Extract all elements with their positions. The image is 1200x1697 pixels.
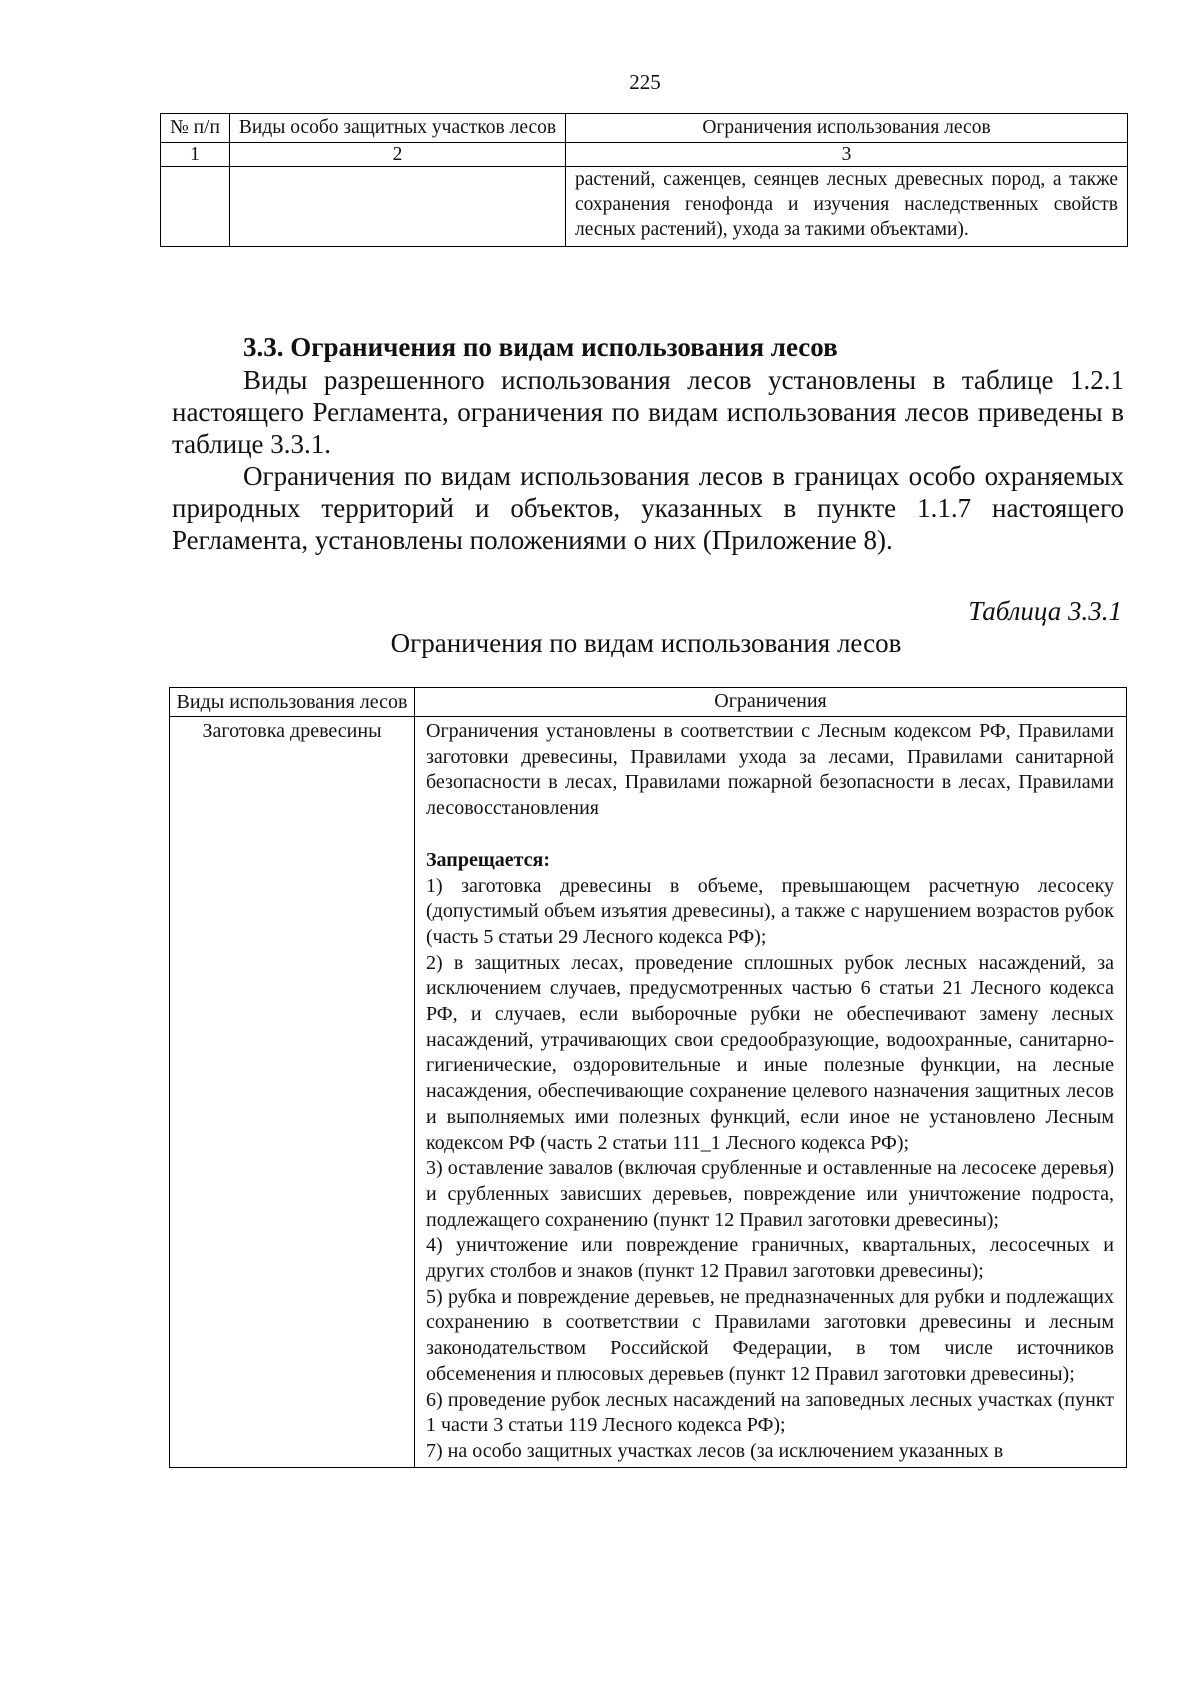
column-number: 1 <box>161 143 230 167</box>
table-header-row <box>161 114 1128 143</box>
column-header-number: № п/п <box>161 114 230 143</box>
section-heading: 3.3. Ограничения по видам использования лесов <box>243 332 838 362</box>
restrictions-intro: Ограничения установлены в соответствии с Лесным кодексом РФ, Правилами заготовки древесины, Правилами ухода за лесами, Правилами санитарной безопасности в лесах, Правилами пожарной безопасности в лесах, Правилами лесовосстановления <box>426 720 1114 820</box>
forbidden-label: Запрещается: <box>426 848 551 871</box>
column-header-restrictions: Ограничения использования лесов <box>566 114 1128 143</box>
row-area-type-cell <box>230 167 566 247</box>
restriction-item: 5) рубка и повреждение деревьев, не предназначенных для рубки и подлежащих сохранению в соответствии с Правилами заготовки древесины и лесным законодательством Российской Федерации, в том числе источников обсеменения и плюсовых деревьев (пункт 12 Правил заготовки древесины); <box>426 1285 1114 1385</box>
protective-areas-table <box>160 113 1128 247</box>
section-paragraph: Ограничения по видам использования лесов в границах особо охраняемых природных территорий и объектов, указанных в пункте 1.1.7 настоящего Регламента, установлены положениями о них (Приложение 8). <box>172 461 1124 555</box>
table-row <box>161 167 1128 247</box>
row-restrictions-cell: растений, саженцев, сеянцев лесных древесных пород, а также сохранения генофонда и изучения наследственных свойств лесных растений), ухода за такими объектами). <box>566 167 1128 247</box>
table-title: Ограничения по видам использования лесов <box>390 628 902 658</box>
page-number: 225 <box>629 70 661 94</box>
column-header-restrictions: Ограничения <box>415 688 1127 717</box>
use-type-cell: Заготовка древесины <box>170 717 415 1468</box>
column-header-use-type: Виды использования лесов <box>170 688 415 717</box>
section-paragraph: Виды разрешенного использования лесов установлены в таблице 1.2.1 настоящего Регламента, ограничения по видам использования лесов приведены в таблице 3.3.1. <box>172 365 1124 459</box>
column-numbers-row <box>161 143 1128 167</box>
restriction-item: 3) оставление завалов (включая срубленные и оставленные на лесосеке деревья) и срубленных зависших деревьев, повреждение или уничтожение подроста, подлежащего сохранению (пункт 12 Правил заготовки древесины); <box>426 1157 1114 1231</box>
forest-use-restrictions-table <box>169 687 1127 1468</box>
column-number: 2 <box>230 143 566 167</box>
section-3-3 <box>172 330 1124 556</box>
restrictions-cell <box>415 717 1127 1468</box>
table-caption: Таблица 3.3.1 <box>968 596 1122 626</box>
restriction-item: 4) уничтожение или повреждение граничных, квартальных, лесосечных и других столбов и знаков (пункт 12 Правил заготовки древесины); <box>426 1234 1114 1283</box>
restriction-item: 7) на особо защитных участках лесов (за исключением указанных в <box>426 1439 1004 1462</box>
table-row <box>170 717 1127 1468</box>
table-header-row <box>170 688 1127 717</box>
restriction-item: 1) заготовка древесины в объеме, превышающем расчетную лесосеку (допустимый объем изъятия древесины), а также с нарушением возрастов рубок (часть 5 статьи 29 Лесного кодекса РФ); <box>426 874 1114 948</box>
restriction-item: 6) проведение рубок лесных насаждений на заповедных лесных участках (пункт 1 части 3 статьи 119 Лесного кодекса РФ); <box>426 1388 1114 1437</box>
row-number-cell <box>161 167 230 247</box>
column-header-area-type: Виды особо защитных участков лесов <box>230 114 566 143</box>
column-number: 3 <box>566 143 1128 167</box>
restriction-item: 2) в защитных лесах, проведение сплошных рубок лесных насаждений, за исключением случаев, предусмотренных частью 6 статьи 21 Лесного кодекса РФ, и случаев, если выборочные рубки не обеспечивают замену лесных насаждений, утрачивающих свои средообразующие, водоохранные, санитарно-гигиенические, оздоровительные и иные полезные функции, на лесные насаждения, обеспечивающие сохранение целевого назначения защитных лесов и выполняемых ими полезных функций, если иное не установлено Лесным кодексом РФ (часть 2 статьи 111_1 Лесного кодекса РФ); <box>426 951 1114 1154</box>
